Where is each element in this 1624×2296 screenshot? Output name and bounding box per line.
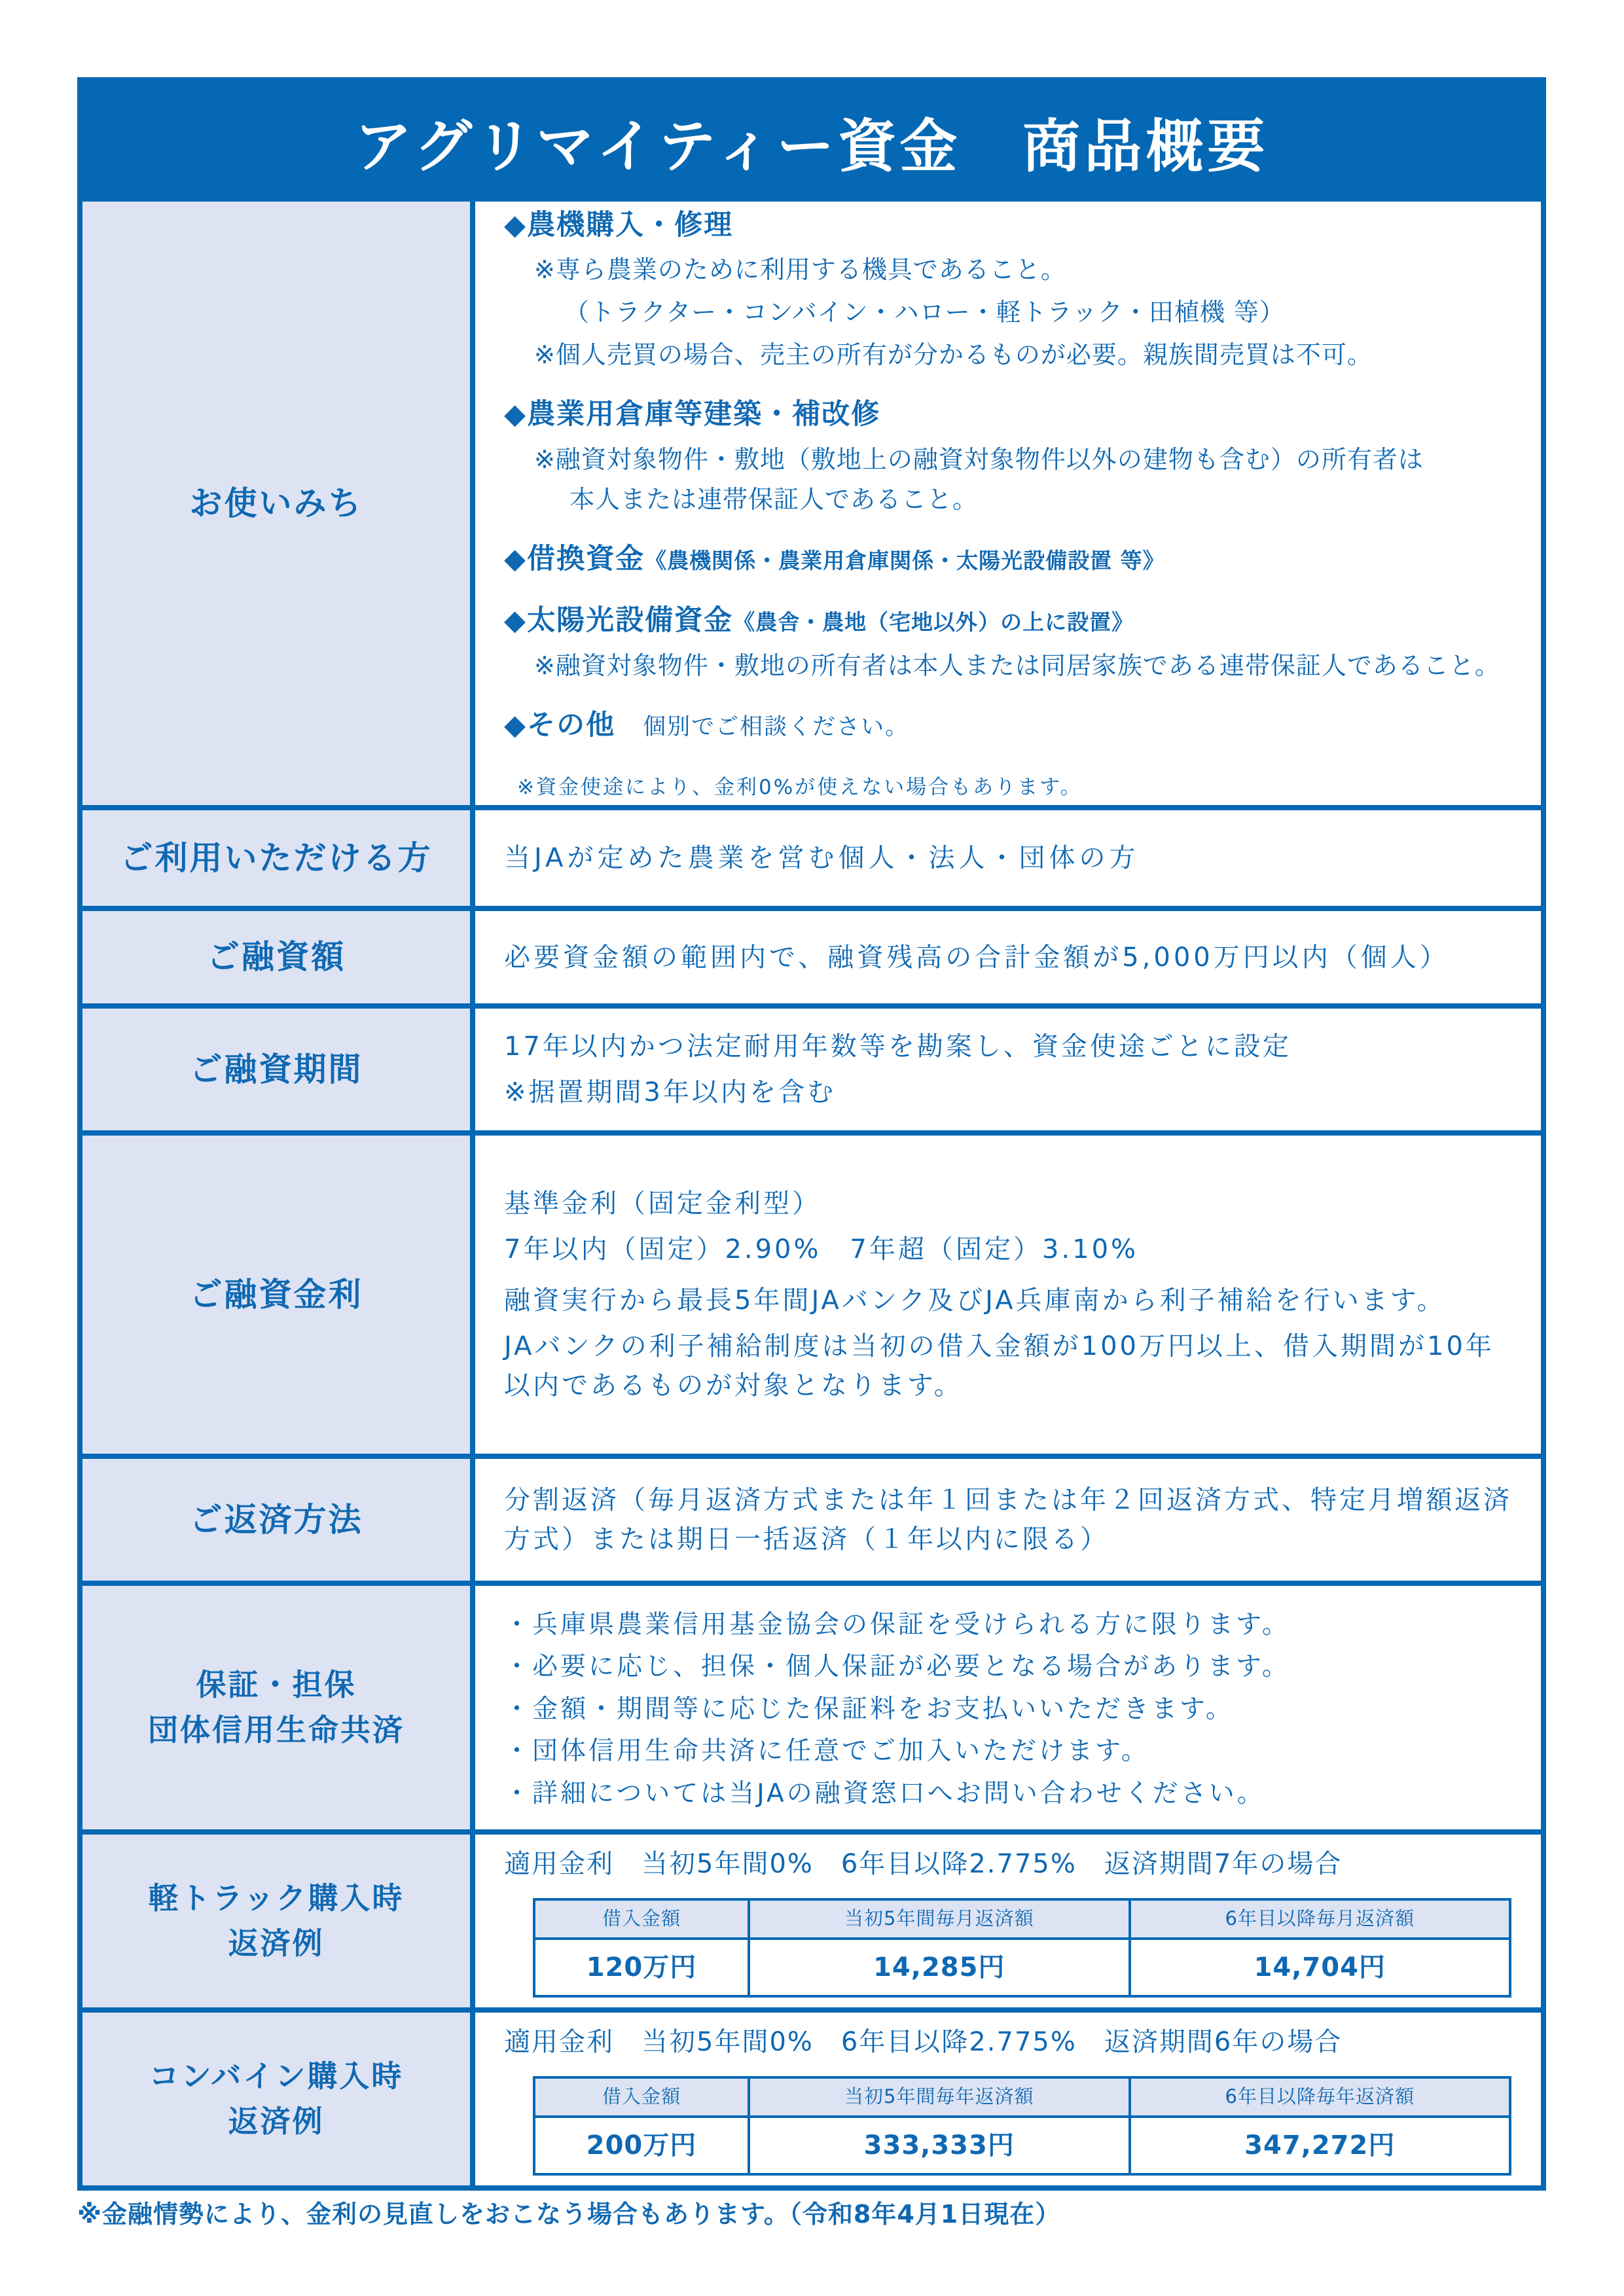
row-eligible xyxy=(82,805,1541,906)
guarantee-item: ・詳細については当JAの融資窓口へお問い合わせください。 xyxy=(504,1778,1265,1808)
row-example-truck-label xyxy=(82,1835,475,2007)
row-label-text: ご返済方法 xyxy=(189,1500,363,1539)
col-header-first5y: 当初5年間毎年返済額 xyxy=(749,2077,1129,2117)
row-example-combine-content xyxy=(475,2013,1541,2185)
usage-heading-text: ◆借換資金 xyxy=(504,542,645,575)
usage-note-continue: 本人または連帯保証人であること。 xyxy=(569,484,979,514)
page-title: アグリマイティー資金 商品概要 xyxy=(354,113,1269,180)
usage-heading-suffix: 個別でご相談ください。 xyxy=(643,713,910,740)
table-value-row xyxy=(534,1939,1510,1996)
row-usage-label xyxy=(82,202,475,805)
row-term-label xyxy=(82,1009,475,1130)
usage-heading-text: ◆農機購入・修理 xyxy=(504,208,734,242)
table-value-row xyxy=(534,2117,1510,2174)
usage-note-indent: （トラクター・コンバイン・ハロー・軽トラック・田植機 等） xyxy=(564,298,1285,327)
usage-note: ※専ら農業のために利用する機具であること。 xyxy=(534,255,1066,284)
rate-base-line: 基準金利（固定金利型） xyxy=(504,1189,821,1219)
row-term xyxy=(82,1003,1541,1130)
title-band xyxy=(82,82,1541,202)
col-header-after6y: 6年目以降毎月返済額 xyxy=(1130,1899,1511,1939)
usage-heading xyxy=(504,538,1517,581)
row-example-truck-content xyxy=(475,1835,1541,2007)
truck-rate-line: 適用金利 当初5年間0% 6年目以降2.775% 返済期間7年の場合 xyxy=(504,1849,1343,1880)
usage-heading xyxy=(504,704,1517,747)
usage-heading xyxy=(504,204,1517,247)
row-interest-rate-label xyxy=(82,1136,475,1454)
row-guarantee-label xyxy=(82,1586,475,1829)
amount-text: 必要資金額の範囲内で、融資残高の合計金額が5,000万円以内（個人） xyxy=(504,942,1449,973)
usage-note: ※融資対象物件・敷地（敷地上の融資対象物件以外の建物も含む）の所有者は xyxy=(534,444,1424,474)
value-after6y: 347,272円 xyxy=(1130,2117,1511,2174)
row-example-combine xyxy=(82,2007,1541,2185)
term-line: 17年以内かつ法定耐用年数等を勘案し、資金使途ごとに設定 xyxy=(504,1031,1291,1062)
usage-heading-text: ◆太陽光設備資金 xyxy=(504,604,734,637)
row-example-truck xyxy=(82,1829,1541,2007)
row-label-line1: コンバイン購入時 xyxy=(149,2058,404,2094)
usage-heading-sub: 《農機関係・農業用倉庫関係・太陽光設備設置 等》 xyxy=(645,547,1165,573)
row-interest-rate xyxy=(82,1130,1541,1454)
row-interest-rate-content xyxy=(475,1136,1541,1454)
table-header-row xyxy=(534,2077,1510,2117)
row-label-text: ご融資期間 xyxy=(189,1050,363,1088)
row-label-text: ご利用いただける方 xyxy=(120,838,433,877)
col-header-loan-amount: 借入金額 xyxy=(534,2077,749,2117)
row-label-line2: 団体信用生命共済 xyxy=(148,1712,405,1748)
row-guarantee-content xyxy=(475,1586,1541,1829)
row-amount xyxy=(82,906,1541,1003)
col-header-loan-amount: 借入金額 xyxy=(534,1899,749,1939)
combine-repayment-table xyxy=(533,2076,1511,2176)
row-label-line1: 保証・担保 xyxy=(196,1667,357,1702)
guarantee-item: ・必要に応じ、担保・個人保証が必要となる場合があります。 xyxy=(504,1652,1290,1682)
eligible-text: 当JAが定めた農業を営む個人・法人・団体の方 xyxy=(504,843,1140,873)
row-usage-content xyxy=(475,202,1541,805)
truck-repayment-table xyxy=(533,1898,1511,1998)
row-label-text: お使いみち xyxy=(189,484,363,522)
row-label-line2: 返済例 xyxy=(228,1926,325,1961)
col-header-after6y: 6年目以降毎年返済額 xyxy=(1130,2077,1511,2117)
usage-heading-text: ◆その他 xyxy=(504,708,616,742)
usage-small-note: ※資金使途により、金利0%が使えない場合もあります。 xyxy=(517,776,1083,799)
product-overview-table xyxy=(77,77,1546,2191)
repayment-text: 分割返済（毎月返済方式または年１回または年２回返済方式、特定月増額返済方式）または期日一括返済（１年以内に限る） xyxy=(504,1485,1512,1554)
row-usage xyxy=(82,202,1541,805)
row-amount-label xyxy=(82,911,475,1003)
usage-heading xyxy=(504,393,1517,436)
row-label-text: ご融資金利 xyxy=(189,1275,363,1314)
usage-heading-sub: 《農舎・農地（宅地以外）の上に設置》 xyxy=(733,609,1134,635)
guarantee-item: ・兵庫県農業信用基金協会の保証を受けられる方に限ります。 xyxy=(504,1609,1290,1640)
rate-condition-line: JAバンクの利子補給制度は当初の借入金額が100万円以上、借入期間が10年以内であるものが対象となります。 xyxy=(504,1331,1494,1401)
usage-heading xyxy=(504,600,1517,642)
row-repayment-method-label xyxy=(82,1459,475,1581)
row-amount-content xyxy=(475,911,1541,1003)
row-repayment-method-content xyxy=(475,1459,1541,1581)
row-eligible-label xyxy=(82,810,475,906)
guarantee-item: ・団体信用生命共済に任意でご加入いただけます。 xyxy=(504,1736,1149,1767)
row-label-text: ご融資額 xyxy=(207,938,346,977)
footer-note: ※金融情勢により、金利の見直しをおこなう場合もあります。（令和8年4月1日現在） xyxy=(77,2200,1061,2229)
row-eligible-content xyxy=(475,810,1541,906)
value-loan-amount: 120万円 xyxy=(534,1939,749,1996)
row-guarantee xyxy=(82,1581,1541,1829)
term-note: ※据置期間3年以内を含む xyxy=(504,1077,836,1107)
row-example-combine-label xyxy=(82,2013,475,2185)
value-first5y: 14,285円 xyxy=(749,1939,1129,1996)
row-label-line2: 返済例 xyxy=(228,2104,325,2139)
combine-rate-line: 適用金利 当初5年間0% 6年目以降2.775% 返済期間6年の場合 xyxy=(504,2027,1343,2058)
guarantee-item: ・金額・期間等に応じた保証料をお支払いいただきます。 xyxy=(504,1694,1234,1724)
value-loan-amount: 200万円 xyxy=(534,2117,749,2174)
row-label-line1: 軽トラック購入時 xyxy=(148,1880,405,1916)
table-header-row xyxy=(534,1899,1510,1939)
rate-subsidy-line: 融資実行から最長5年間JAバンク及びJA兵庫南から利子補給を行います。 xyxy=(504,1285,1446,1316)
value-after6y: 14,704円 xyxy=(1130,1939,1511,1996)
usage-note: ※個人売買の場合、売主の所有が分かるものが必要。親族間売買は不可。 xyxy=(534,340,1373,369)
row-repayment-method xyxy=(82,1454,1541,1581)
usage-note: ※融資対象物件・敷地の所有者は本人または同居家族である連帯保証人であること。 xyxy=(534,651,1500,680)
row-term-content xyxy=(475,1009,1541,1130)
rate-values-line: 7年以内（固定）2.90% 7年超（固定）3.10% xyxy=(504,1234,1139,1265)
col-header-first5y: 当初5年間毎月返済額 xyxy=(749,1899,1129,1939)
usage-heading-text: ◆農業用倉庫等建築・補改修 xyxy=(504,398,881,431)
value-first5y: 333,333円 xyxy=(749,2117,1129,2174)
